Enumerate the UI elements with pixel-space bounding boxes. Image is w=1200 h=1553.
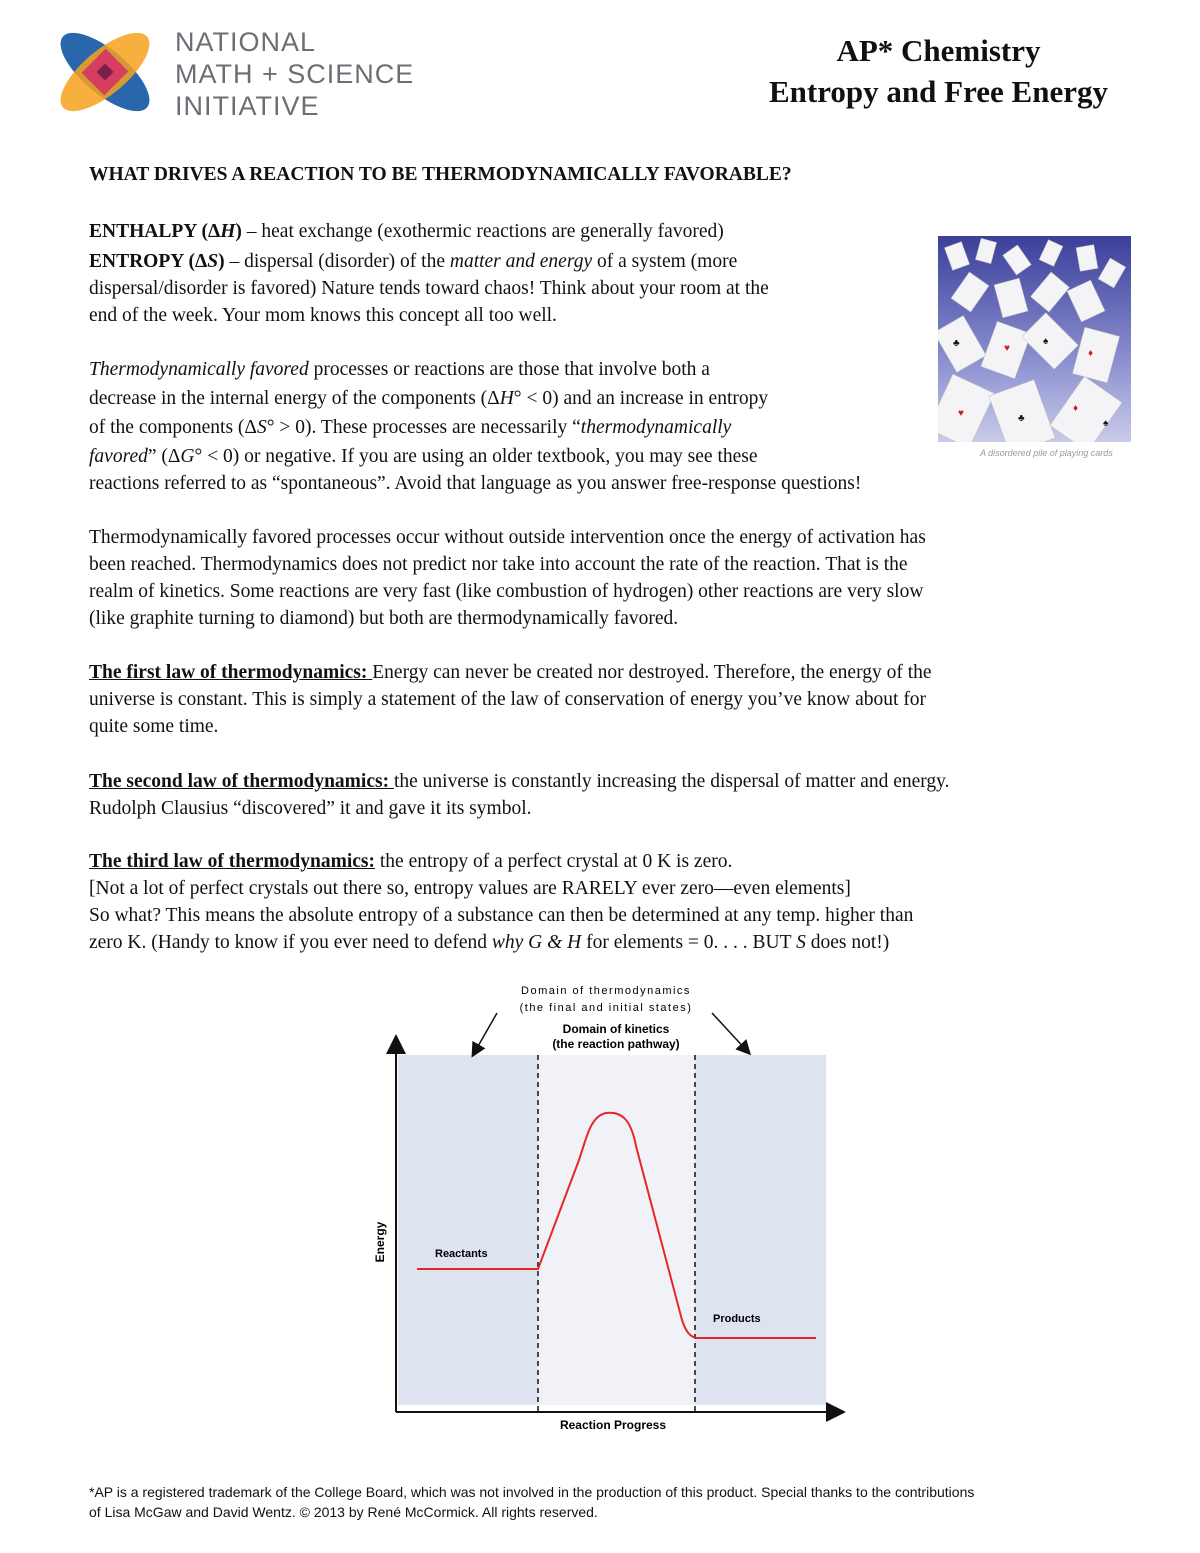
- image-caption: A disordered pile of playing cards: [980, 448, 1113, 458]
- svg-text:♦: ♦: [1088, 348, 1094, 359]
- second-law-line-2: Rudolph Clausius “discovered” it and gave it its symbol.: [89, 798, 532, 819]
- third-law-line-2: [Not a lot of perfect crystals out there so, entropy values are RARELY ever zero—even elements]: [89, 878, 851, 899]
- footer-line-2: of Lisa McGaw and David Wentz. © 2013 by René McCormick. All rights reserved.: [89, 1504, 598, 1520]
- kinetics-line-4: (like graphite turning to diamond) but both are thermodynamically favored.: [89, 608, 679, 629]
- svg-text:♠: ♠: [1103, 418, 1109, 429]
- kinetics-line-1: Thermodynamically favored processes occur without outside intervention once the energy of activation has: [89, 527, 926, 548]
- entropy-line: ENTROPY (ΔS) – dispersal (disorder) of the matter and energy of a system (more: [89, 251, 738, 272]
- first-law-line-2: universe is constant. This is simply a statement of the law of conservation of energy you’ve know about for: [89, 689, 927, 710]
- kinetics-label-1: Domain of kinetics: [562, 1022, 670, 1036]
- y-axis-label: Energy: [373, 1221, 387, 1263]
- energy-diagram: [360, 980, 850, 1435]
- favored-line-4: favored” (ΔG° < 0) or negative. If you are using an older textbook, you may see these: [89, 446, 758, 467]
- first-law-line-3: quite some time.: [89, 716, 219, 737]
- arrow-to-thermo-right: [712, 1013, 749, 1053]
- favored-line-5: reactions referred to as “spontaneous”. Avoid that language as you answer free-response questions!: [89, 473, 862, 494]
- enthalpy-line: ENTHALPY (ΔH) – heat exchange (exothermic reactions are generally favored): [89, 221, 724, 242]
- reactants-label: Reactants: [435, 1248, 488, 1260]
- third-law-line-3: So what? This means the absolute entropy of a substance can then be determined at any temp. higher than: [89, 905, 914, 926]
- svg-text:♦: ♦: [1073, 403, 1079, 414]
- kinetics-label-2: (the reaction pathway): [552, 1037, 680, 1051]
- kinetics-line-3: realm of kinetics. Some reactions are very fast (like combustion of hydrogen) other reactions are very slow: [89, 581, 924, 602]
- kinetics-line-2: been reached. Thermodynamics does not predict nor take into account the rate of the reaction. That is the: [89, 554, 908, 575]
- second-law-line-1: The second law of thermodynamics: the universe is constantly increasing the dispersal of matter and energy.: [89, 771, 950, 792]
- third-law-line-1: The third law of thermodynamics: the entropy of a perfect crystal at 0 K is zero.: [89, 851, 733, 872]
- footer-line-1: *AP is a registered trademark of the College Board, which was not involved in the production of this product. Special thanks to the contributions: [89, 1484, 975, 1500]
- document-title: AP* Chemistry Entropy and Free Energy: [768, 33, 1108, 109]
- nmsi-logo-icon: [55, 25, 155, 120]
- arrow-to-thermo-left: [473, 1013, 497, 1055]
- svg-text:♥: ♥: [1004, 343, 1010, 354]
- svg-text:♣: ♣: [1018, 413, 1025, 424]
- kinetics-domain: [538, 1055, 695, 1405]
- svg-text:♥: ♥: [958, 408, 964, 419]
- favored-line-3: of the components (ΔS° > 0). These processes are necessarily “thermodynamically: [89, 417, 732, 438]
- thermo-label-2: (the final and initial states): [519, 1002, 693, 1014]
- thermo-domain-left: [398, 1055, 538, 1405]
- first-law-line-1: The first law of thermodynamics: Energy can never be created nor destroyed. Therefore, the energy of the: [89, 662, 932, 683]
- svg-text:♣: ♣: [953, 338, 960, 349]
- entropy-line-3: end of the week. Your mom knows this concept all too well.: [89, 305, 557, 326]
- third-law-line-4: zero K. (Handy to know if you ever need to defend why G & H for elements = 0. . . . BUT S does not!): [89, 932, 890, 953]
- playing-cards-image: [938, 236, 1131, 442]
- organization-name: NATIONAL MATH + SCIENCE INITIATIVE: [175, 27, 415, 121]
- thermo-domain-right: [695, 1055, 826, 1405]
- products-label: Products: [713, 1313, 761, 1325]
- thermo-label-1: Domain of thermodynamics: [521, 985, 691, 997]
- favored-line-1: Thermodynamically favored processes or reactions are those that involve both a: [89, 359, 710, 380]
- section-heading: WHAT DRIVES A REACTION TO BE THERMODYNAMICALLY FAVORABLE?: [89, 164, 792, 185]
- entropy-line-2: dispersal/disorder is favored) Nature tends toward chaos! Think about your room at the: [89, 278, 769, 299]
- svg-text:♠: ♠: [1043, 336, 1049, 347]
- favored-line-2: decrease in the internal energy of the components (ΔH° < 0) and an increase in entropy: [89, 388, 769, 409]
- footer: [89, 1482, 974, 1522]
- x-axis-label: Reaction Progress: [559, 1418, 667, 1432]
